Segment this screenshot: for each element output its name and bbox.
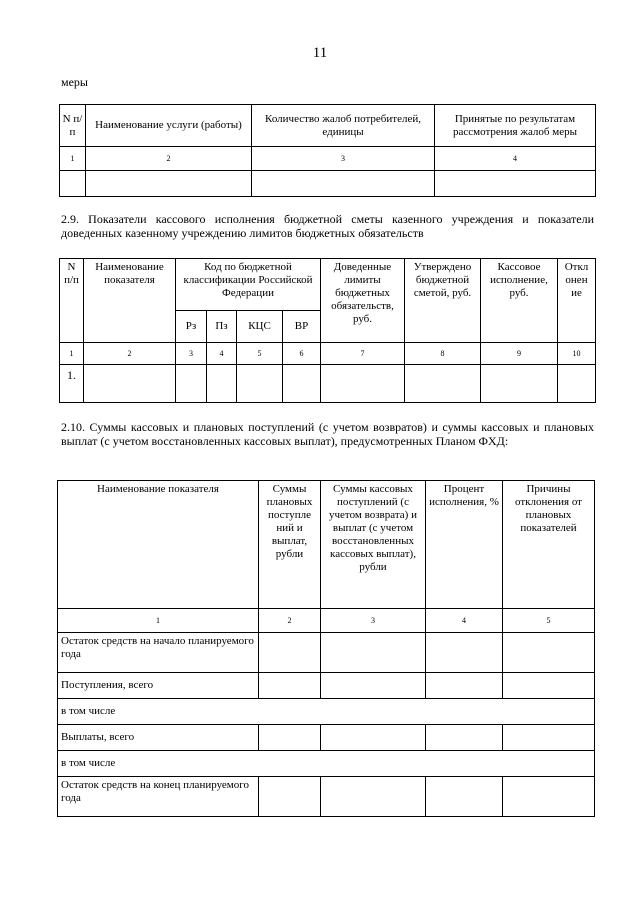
- header-cash-sums: Суммы кассовых поступлений (с учетом возврата) и выплат (с учетом восстановленных кассовых выплат), рубли: [321, 481, 426, 609]
- empty-cell: [426, 725, 503, 751]
- empty-cell: [84, 365, 176, 403]
- col-number: 10: [558, 343, 596, 365]
- complaints-table: [59, 104, 596, 197]
- empty-cell: [503, 673, 595, 699]
- header-deviation: Откл онен ие: [558, 259, 596, 343]
- row-closing-balance: Остаток средств на конец планируемого года: [58, 777, 259, 817]
- empty-cell: [503, 777, 595, 817]
- row-number: 1.: [60, 365, 84, 403]
- empty-cell: [237, 365, 283, 403]
- header-n: N п/п: [60, 105, 86, 147]
- row-receipts-total: Поступления, всего: [58, 673, 259, 699]
- empty-cell: [426, 673, 503, 699]
- header-planned-sums: Суммы плановых поступле ний и выплат, рубли: [259, 481, 321, 609]
- empty-cell: [503, 633, 595, 673]
- col-number: 2: [84, 343, 176, 365]
- empty-cell: [558, 365, 596, 403]
- row-including: в том числе: [58, 751, 595, 777]
- row-including: в том числе: [58, 699, 595, 725]
- header-limits: Доведенные лимиты бюджетных обязательств, руб.: [321, 259, 405, 343]
- empty-cell: [435, 171, 596, 197]
- empty-cell: [405, 365, 481, 403]
- empty-cell: [321, 777, 426, 817]
- receipts-payments-table: [57, 480, 595, 817]
- section-2-9-heading: 2.9. Показатели кассового исполнения бюджетной сметы казенного учреждения и показатели доведенных казенному учреждению лимитов бюджетных обязательств: [61, 212, 594, 240]
- header-kcs: КЦС: [237, 311, 283, 343]
- empty-cell: [259, 725, 321, 751]
- empty-cell: [86, 171, 252, 197]
- header-cash-execution: Кассовое исполнение, руб.: [481, 259, 558, 343]
- cash-execution-table: [59, 258, 596, 403]
- empty-cell: [321, 673, 426, 699]
- empty-cell: [176, 365, 207, 403]
- row-payments-total: Выплаты, всего: [58, 725, 259, 751]
- empty-cell: [321, 633, 426, 673]
- col-number: 4: [207, 343, 237, 365]
- empty-cell: [259, 673, 321, 699]
- empty-cell: [321, 725, 426, 751]
- empty-cell: [207, 365, 237, 403]
- empty-cell: [259, 633, 321, 673]
- empty-cell: [60, 171, 86, 197]
- header-service: Наименование услуги (работы): [86, 105, 252, 147]
- col-number: 5: [237, 343, 283, 365]
- header-rz: Рз: [176, 311, 207, 343]
- header-approved: Утверждено бюджетной сметой, руб.: [405, 259, 481, 343]
- header-budget-code: Код по бюджетной классификации Российской Федерации: [176, 259, 321, 311]
- section-2-10-heading: 2.10. Суммы кассовых и плановых поступлений (с учетом возвратов) и суммы кассовых и плановых выплат (с учетом восстановленных кассовых выплат), предусмотренных Планом ФХД:: [61, 420, 594, 448]
- header-execution-percent: Процент исполнения, %: [426, 481, 503, 609]
- page-number: 11: [312, 45, 328, 61]
- col-number: 5: [503, 609, 595, 633]
- empty-cell: [283, 365, 321, 403]
- empty-cell: [426, 777, 503, 817]
- col-number: 3: [321, 609, 426, 633]
- empty-cell: [481, 365, 558, 403]
- col-number: 7: [321, 343, 405, 365]
- col-number: 1: [58, 609, 259, 633]
- col-number: 4: [435, 147, 596, 171]
- col-number: 6: [283, 343, 321, 365]
- col-number: 3: [252, 147, 435, 171]
- header-vr: ВР: [283, 311, 321, 343]
- col-number: 2: [86, 147, 252, 171]
- header-indicator-name: Наименование показателя: [84, 259, 176, 343]
- col-number: 1: [60, 147, 86, 171]
- col-number: 2: [259, 609, 321, 633]
- empty-cell: [426, 633, 503, 673]
- col-number: 3: [176, 343, 207, 365]
- header-pz: Пз: [207, 311, 237, 343]
- col-number: 9: [481, 343, 558, 365]
- header-n: N п/п: [60, 259, 84, 343]
- empty-cell: [252, 171, 435, 197]
- col-number: 8: [405, 343, 481, 365]
- header-complaints: Количество жалоб потребителей, единицы: [252, 105, 435, 147]
- header-deviation-reasons: Причины отклонения от плановых показателей: [503, 481, 595, 609]
- empty-cell: [259, 777, 321, 817]
- empty-cell: [321, 365, 405, 403]
- col-number: 4: [426, 609, 503, 633]
- empty-cell: [503, 725, 595, 751]
- header-indicator-name: Наименование показателя: [58, 481, 259, 609]
- col-number: 1: [60, 343, 84, 365]
- row-opening-balance: Остаток средств на начало планируемого года: [58, 633, 259, 673]
- continuation-text: меры: [61, 75, 88, 89]
- header-measures: Принятые по результатам рассмотрения жалоб меры: [435, 105, 596, 147]
